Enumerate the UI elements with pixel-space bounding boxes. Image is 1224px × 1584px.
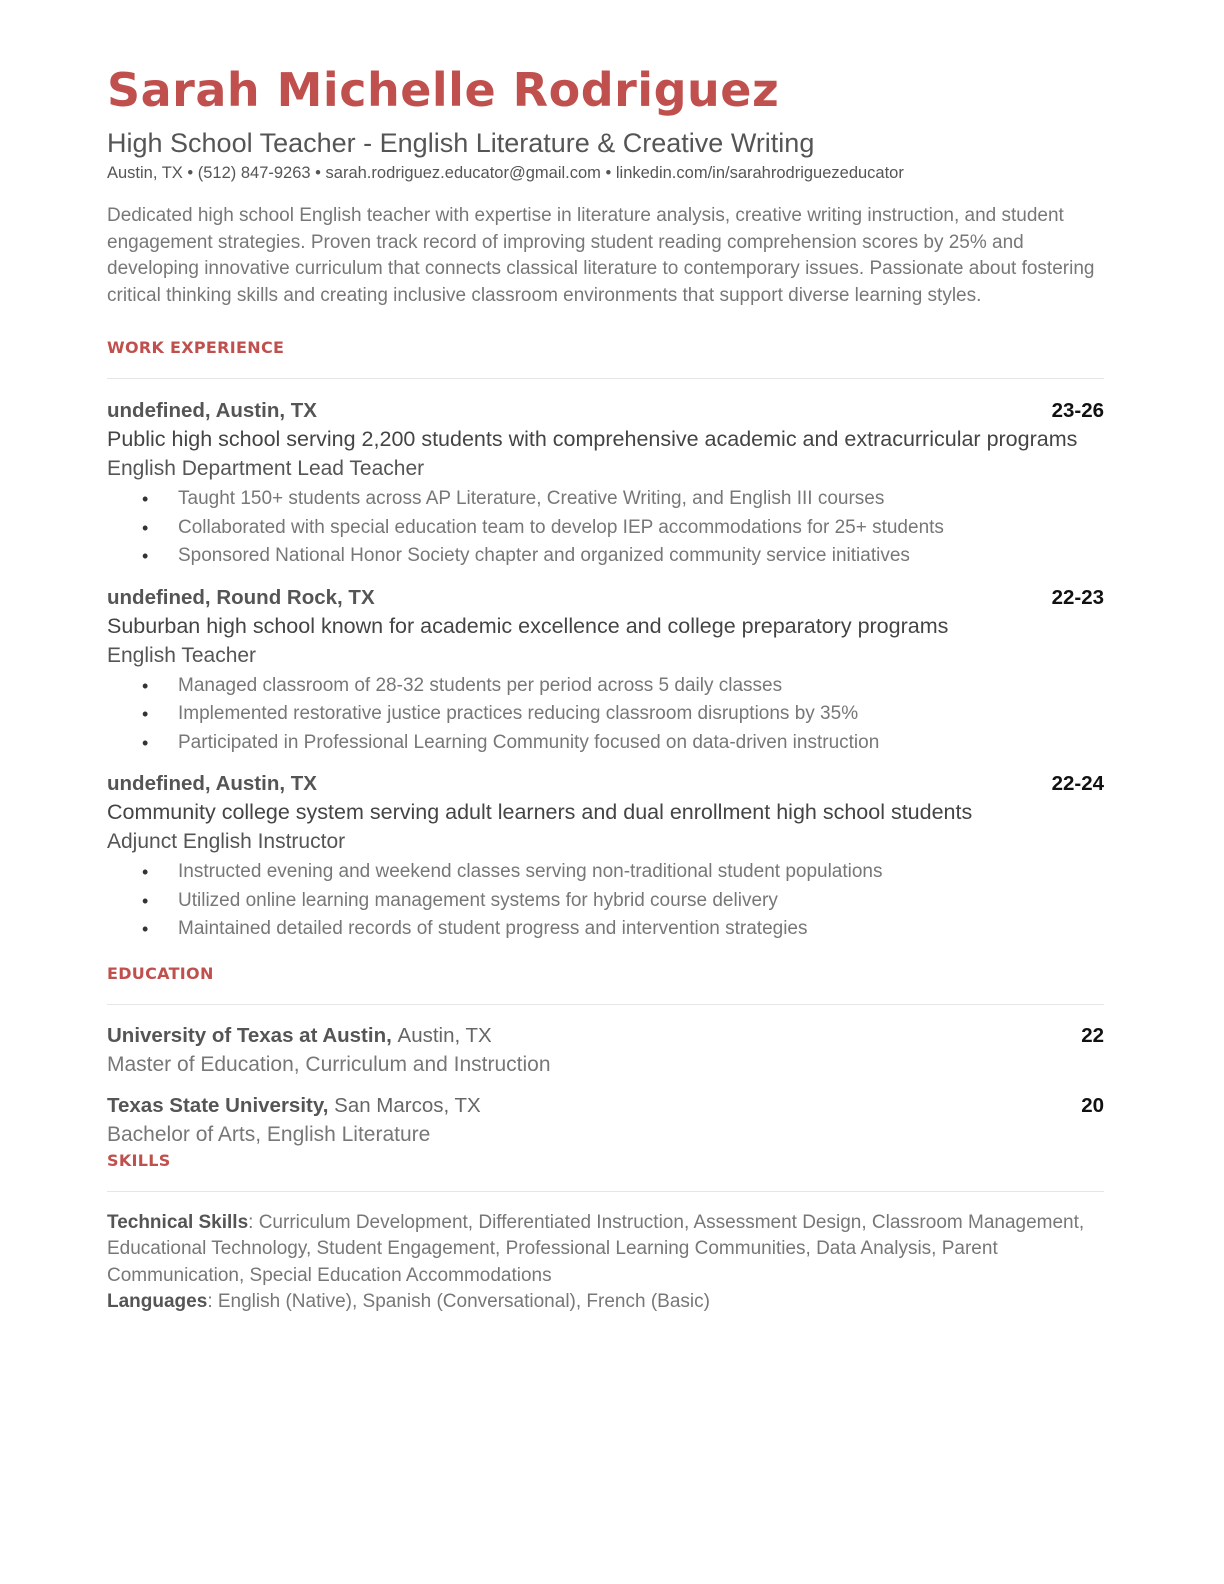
- job-bullets: [107, 485, 1104, 571]
- job-date: 22-24: [1051, 772, 1104, 795]
- job-role: Adjunct English Instructor: [107, 830, 346, 853]
- section-divider: [107, 378, 1104, 379]
- skills-section: [107, 1151, 1104, 1316]
- technical-skills: [107, 1210, 1104, 1290]
- job-bullet: • Taught 150+ students across AP Literature, Creative Writing, and English III courses: [178, 485, 1104, 514]
- technical-skills-label: Technical Skills: [107, 1211, 249, 1233]
- job-role: English Teacher: [107, 643, 257, 667]
- education-section: [107, 964, 1104, 1149]
- job-bullet: • Utilized online learning management systems for hybrid course delivery: [178, 887, 1104, 916]
- section-title-work-experience: WORK EXPERIENCE: [107, 338, 285, 357]
- school-name: University of Texas at Austin,: [107, 1023, 392, 1047]
- headline: High School Teacher - English Literature & Creative Writing: [107, 128, 815, 158]
- education-degree: Bachelor of Arts, English Literature: [107, 1122, 431, 1146]
- job-description: Public high school serving 2,200 students with comprehensive academic and extracurricular programs: [107, 427, 1078, 451]
- job-role: English Department Lead Teacher: [107, 457, 425, 480]
- languages-value: : English (Native), Spanish (Conversational), French (Basic): [207, 1291, 710, 1312]
- school-location: San Marcos, TX: [334, 1093, 481, 1117]
- job-entry: [107, 584, 1104, 758]
- section-divider: [107, 1004, 1104, 1005]
- education-entry: [107, 1092, 1104, 1149]
- job-date: 22-23: [1051, 585, 1104, 609]
- job-bullets: [107, 672, 1104, 758]
- section-divider: [107, 1191, 1104, 1192]
- school-location: Austin, TX: [397, 1023, 492, 1047]
- school-name: Texas State University,: [107, 1093, 329, 1117]
- work-experience-section: [107, 338, 1104, 944]
- job-date: 23-26: [1051, 399, 1104, 422]
- job-bullet: • Instructed evening and weekend classes serving non-traditional student populations: [178, 858, 1104, 887]
- education-school: [107, 1022, 492, 1050]
- job-bullet: • Participated in Professional Learning Community focused on data-driven instruction: [178, 729, 1104, 758]
- candidate-name: Sarah Michelle Rodriguez: [107, 63, 780, 117]
- technical-skills-value: : Curriculum Development, Differentiated Instruction, Assessment Design, Classroom Management, Educational Technology, Student Engagement, Professional Learning Communities, Data Analysis, Parent Communication, Special Education Accommodations: [107, 1211, 1085, 1286]
- job-entry: [107, 770, 1104, 944]
- job-bullet: • Implemented restorative justice practices reducing classroom disruptions by 35%: [178, 700, 1104, 729]
- languages-label: Languages: [107, 1291, 208, 1312]
- education-date: 22: [1081, 1023, 1104, 1047]
- job-description: Community college system serving adult learners and dual enrollment high school students: [107, 800, 973, 824]
- education-date: 20: [1081, 1093, 1104, 1117]
- job-organization: undefined, Round Rock, TX: [107, 585, 375, 609]
- languages: [107, 1289, 1104, 1316]
- education-entry: [107, 1022, 1104, 1079]
- skills-content: [107, 1210, 1104, 1316]
- education-degree: Master of Education, Curriculum and Instruction: [107, 1052, 551, 1076]
- job-entry: [107, 397, 1104, 571]
- job-organization: undefined, Austin, TX: [107, 772, 317, 795]
- job-bullet: • Maintained detailed records of student progress and intervention strategies: [178, 915, 1104, 944]
- education-school: [107, 1092, 481, 1120]
- job-organization: undefined, Austin, TX: [107, 399, 317, 422]
- contact-line: Austin, TX • (512) 847-9263 • sarah.rodriguez.educator@gmail.com • linkedin.com/in/sarahrodriguezeducator: [107, 164, 904, 182]
- job-bullet: • Managed classroom of 28-32 students per period across 5 daily classes: [178, 672, 1104, 701]
- job-bullet: • Sponsored National Honor Society chapter and organized community service initiatives: [178, 542, 1104, 571]
- summary-paragraph: Dedicated high school English teacher with expertise in literature analysis, creative writing instruction, and student engagement strategies. Proven track record of improving student reading comprehension scores by 25% and developing innovative curriculum that connects classical literature to contemporary issues. Passionate about fostering critical thinking skills and creating inclusive classroom environments that support diverse learning styles.: [107, 205, 1095, 306]
- section-title-skills: SKILLS: [107, 1150, 171, 1170]
- section-title-education: EDUCATION: [107, 963, 214, 983]
- job-bullet: • Collaborated with special education team to develop IEP accommodations for 25+ students: [178, 514, 1104, 543]
- job-description: Suburban high school known for academic excellence and college preparatory programs: [107, 613, 949, 638]
- job-bullets: [107, 858, 1104, 944]
